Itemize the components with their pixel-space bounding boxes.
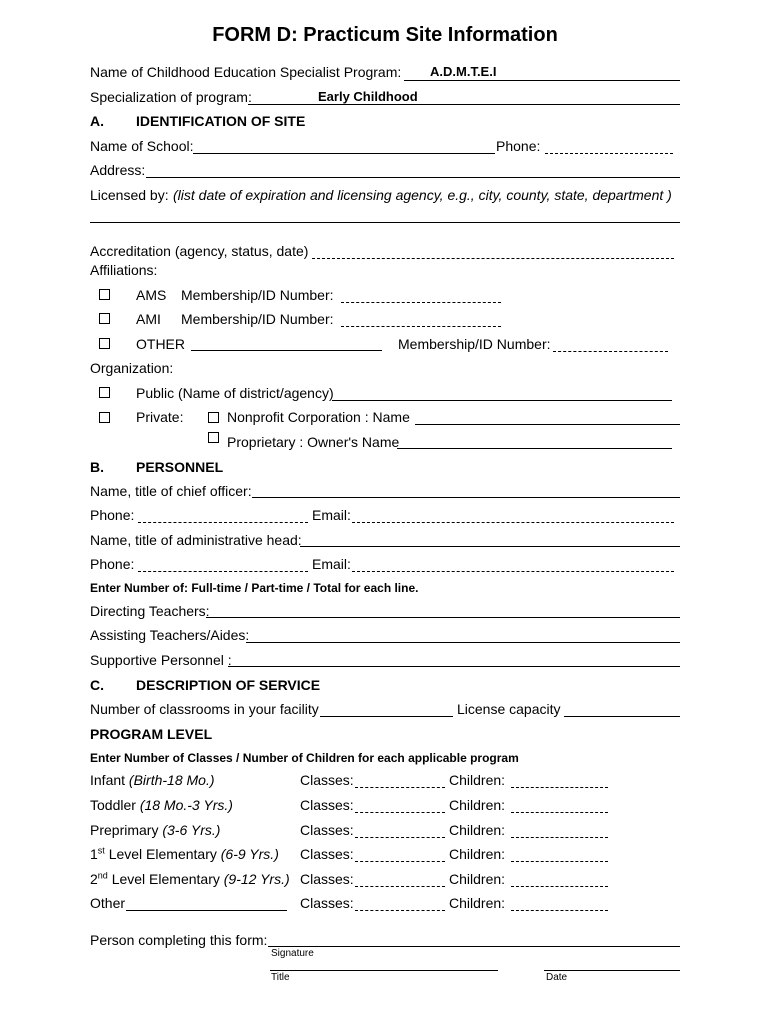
- other-level-field[interactable]: [126, 910, 287, 911]
- program-level-name: [90, 895, 125, 911]
- admin-email-field[interactable]: [352, 571, 674, 572]
- other-affiliation-label: OTHER: [136, 336, 185, 352]
- level-ordinal-suffix: nd: [97, 870, 108, 881]
- chief-phone-label: Phone:: [90, 507, 135, 523]
- classes-field[interactable]: [355, 910, 445, 911]
- classes-label: Classes:: [300, 846, 354, 862]
- proprietary-field[interactable]: [397, 448, 672, 449]
- ams-label: AMS: [136, 287, 167, 303]
- classes-label: Classes:: [300, 895, 354, 911]
- level-age-range: (9-12 Yrs.): [223, 871, 290, 887]
- classes-field[interactable]: [355, 886, 445, 887]
- capacity-field[interactable]: [564, 716, 680, 717]
- nonprofit-checkbox[interactable]: [208, 412, 219, 423]
- address-field[interactable]: [146, 177, 680, 178]
- level-label: Preprimary: [90, 822, 159, 838]
- classes-label: Classes:: [300, 871, 354, 887]
- accreditation-field[interactable]: [312, 258, 674, 259]
- section-a-heading: IDENTIFICATION OF SITE: [136, 113, 306, 129]
- children-label: Children:: [449, 797, 506, 813]
- directing-teachers-field[interactable]: [206, 617, 680, 618]
- page-title: FORM D: Practicum Site Information: [212, 24, 558, 46]
- school-field[interactable]: [193, 153, 495, 154]
- ams-membership-label: Membership/ID Number:: [181, 287, 334, 303]
- section-b-letter: B.: [90, 459, 104, 475]
- title-caption: Title: [271, 972, 290, 983]
- level-age-range: (Birth-18 Mo.): [128, 772, 215, 788]
- program-value: A.D.M.T.E.I: [430, 64, 497, 79]
- specialization-field[interactable]: [248, 104, 680, 105]
- classes-label: Classes:: [300, 822, 354, 838]
- classes-field[interactable]: [355, 812, 445, 813]
- children-label: Children:: [449, 822, 506, 838]
- children-field[interactable]: [511, 886, 608, 887]
- classes-label: Classes:: [300, 797, 354, 813]
- classrooms-label: Number of classrooms in your facility: [90, 701, 319, 717]
- ami-membership-field[interactable]: [341, 326, 501, 327]
- program-level-heading: PROGRAM LEVEL: [90, 726, 213, 742]
- address-label: Address:: [90, 162, 146, 178]
- program-level-name: [90, 772, 215, 788]
- level-label: Infant: [90, 772, 126, 788]
- specialization-label: Specialization of program:: [90, 89, 252, 105]
- nonprofit-field[interactable]: [415, 424, 680, 425]
- chief-email-field[interactable]: [352, 522, 674, 523]
- classrooms-field[interactable]: [320, 716, 453, 717]
- accreditation-label: Accreditation (agency, status, date): [90, 243, 309, 259]
- capacity-label: License capacity: [457, 701, 561, 717]
- section-c-heading: DESCRIPTION OF SERVICE: [136, 677, 321, 693]
- program-label: Name of Childhood Education Specialist Program:: [90, 64, 402, 80]
- proprietary-label: Proprietary : Owner's Name: [227, 434, 400, 450]
- licensed-field[interactable]: [90, 222, 680, 223]
- public-checkbox[interactable]: [99, 387, 110, 398]
- children-field[interactable]: [511, 812, 608, 813]
- directing-teachers-label: Directing Teachers:: [90, 603, 210, 619]
- ams-checkbox[interactable]: [99, 289, 110, 300]
- program-level-name: [90, 846, 279, 862]
- admin-email-label: Email:: [312, 556, 351, 572]
- admin-head-field[interactable]: [300, 546, 680, 547]
- level-ordinal: 1: [90, 846, 98, 862]
- other-affiliation-checkbox[interactable]: [99, 338, 110, 349]
- ami-checkbox[interactable]: [99, 313, 110, 324]
- date-field[interactable]: [544, 970, 680, 971]
- classes-field[interactable]: [355, 787, 445, 788]
- assisting-teachers-field[interactable]: [246, 642, 680, 643]
- other-membership-field[interactable]: [553, 351, 668, 352]
- public-label: Public (Name of district/agency): [136, 385, 334, 401]
- section-a-letter: A.: [90, 113, 104, 129]
- proprietary-checkbox[interactable]: [208, 432, 219, 443]
- admin-phone-field[interactable]: [138, 571, 308, 572]
- date-caption: Date: [546, 972, 568, 983]
- section-c-letter: C.: [90, 677, 104, 693]
- specialization-value: Early Childhood: [318, 89, 418, 104]
- children-field[interactable]: [511, 837, 608, 838]
- classes-field[interactable]: [355, 861, 445, 862]
- admin-phone-label: Phone:: [90, 556, 135, 572]
- ami-label: AMI: [136, 311, 161, 327]
- level-age-range: (3-6 Yrs.): [162, 822, 221, 838]
- ams-membership-field[interactable]: [341, 302, 501, 303]
- level-ordinal: 2: [90, 871, 98, 887]
- children-field[interactable]: [511, 910, 608, 911]
- level-ordinal-suffix: st: [97, 845, 105, 856]
- person-completing-field[interactable]: [268, 946, 680, 947]
- classes-label: Classes:: [300, 772, 354, 788]
- school-phone-field[interactable]: [545, 153, 673, 154]
- enter-number-note: Enter Number of: Full-time / Part-time / Total for each line.: [90, 581, 419, 595]
- children-label: Children:: [449, 846, 506, 862]
- program-level-name: [90, 871, 290, 887]
- licensed-hint: (list date of expiration and licensing agency, e.g., city, county, state, department ): [173, 187, 672, 203]
- licensed-label: Licensed by:: [90, 187, 169, 203]
- private-label: Private:: [136, 409, 184, 425]
- ami-membership-label: Membership/ID Number:: [181, 311, 334, 327]
- enter-classes-note: Enter Number of Classes / Number of Children for each applicable program: [90, 751, 519, 765]
- title-field[interactable]: [270, 970, 498, 971]
- section-b-heading: PERSONNEL: [136, 459, 224, 475]
- signature-caption: Signature: [271, 948, 314, 959]
- children-label: Children:: [449, 895, 506, 911]
- chief-officer-field[interactable]: [252, 497, 680, 498]
- level-label: Other: [90, 895, 126, 911]
- level-label: Level Elementary: [108, 846, 217, 862]
- program-field[interactable]: [404, 80, 680, 81]
- chief-officer-label: Name, title of chief officer:: [90, 483, 252, 499]
- level-label: Level Elementary: [111, 871, 220, 887]
- other-affiliation-field[interactable]: [191, 350, 382, 351]
- program-level-name: [90, 797, 233, 813]
- other-membership-label: Membership/ID Number:: [398, 336, 551, 352]
- children-label: Children:: [449, 871, 506, 887]
- school-phone-label: Phone:: [496, 138, 541, 154]
- children-label: Children:: [449, 772, 506, 788]
- supportive-personnel-field[interactable]: [228, 666, 680, 667]
- admin-head-label: Name, title of administrative head:: [90, 532, 302, 548]
- school-label: Name of School:: [90, 138, 194, 154]
- program-level-name: [90, 822, 220, 838]
- chief-phone-field[interactable]: [138, 522, 308, 523]
- private-checkbox[interactable]: [99, 412, 110, 423]
- children-field[interactable]: [511, 787, 608, 788]
- level-age-range: (18 Mo.-3 Yrs.): [139, 797, 233, 813]
- level-label: Toddler: [90, 797, 136, 813]
- affiliations-label: Affiliations:: [90, 262, 158, 278]
- level-age-range: (6-9 Yrs.): [220, 846, 279, 862]
- person-completing-label: Person completing this form:: [90, 932, 268, 948]
- public-field[interactable]: [332, 400, 672, 401]
- chief-email-label: Email:: [312, 507, 351, 523]
- assisting-teachers-label: Assisting Teachers/Aides:: [90, 627, 250, 643]
- nonprofit-label: Nonprofit Corporation : Name: [227, 409, 410, 425]
- organization-label: Organization:: [90, 360, 174, 376]
- children-field[interactable]: [511, 861, 608, 862]
- classes-field[interactable]: [355, 837, 445, 838]
- supportive-personnel-label: Supportive Personnel :: [90, 652, 232, 668]
